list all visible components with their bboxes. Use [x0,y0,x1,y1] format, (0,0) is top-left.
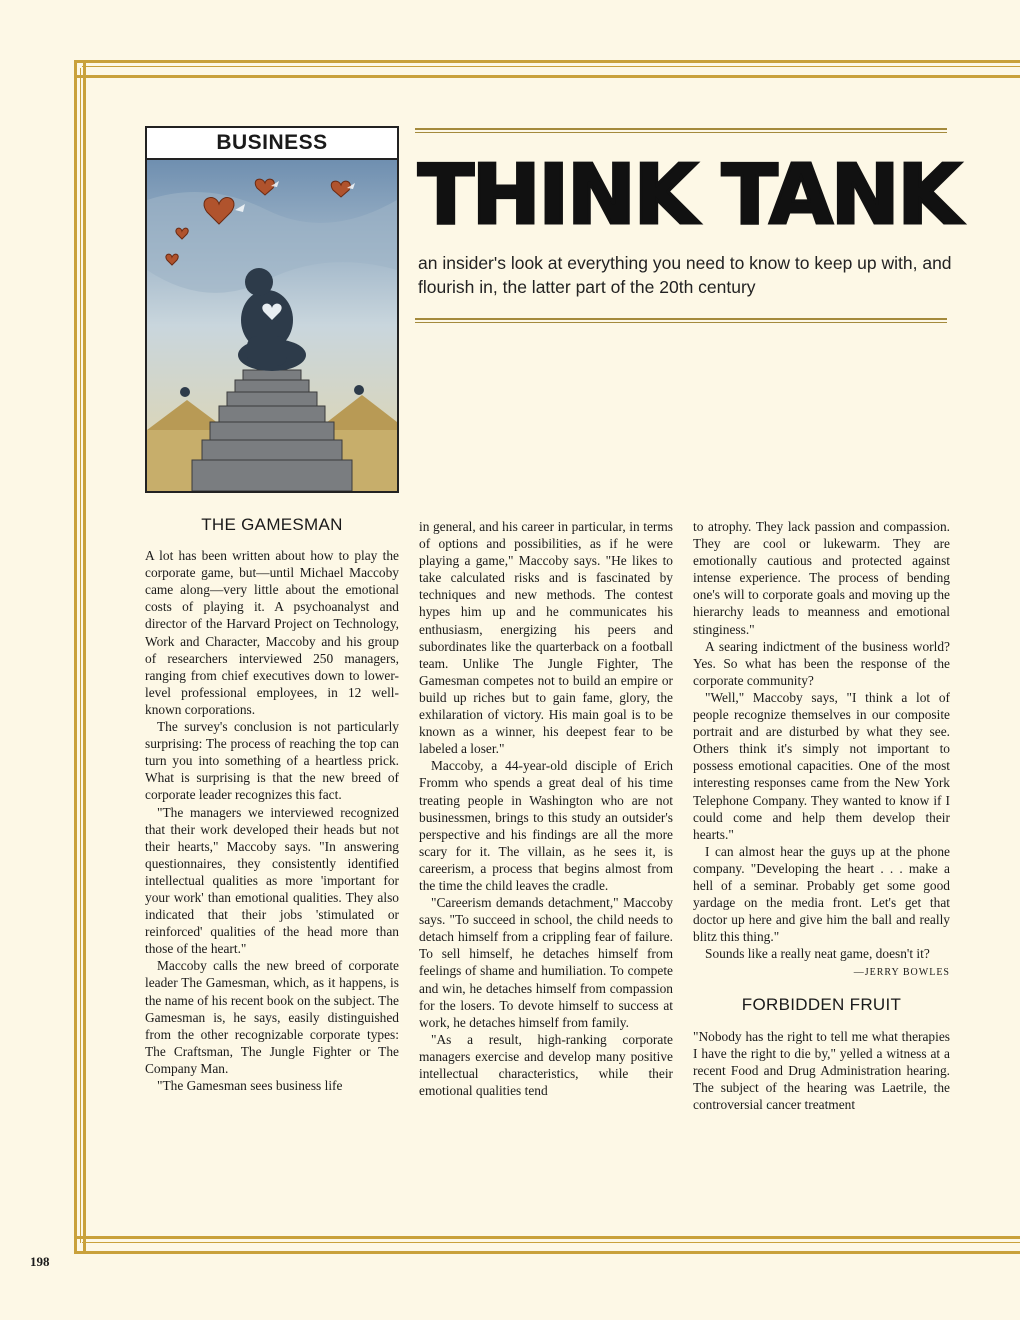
paragraph: A lot has been written about how to play the corporate game, but—until Michael Maccoby came along—very little about the emotional costs of playing it. A psychoanalyst and director of the Harvard Project on Technology, Work and Character, Maccoby and his group of researchers interviewed 250 managers, ranging from chief executives down to lower-level professional employees, in 12 well-known corporations. [145,548,399,717]
byline: —JERRY BOWLES [853,967,950,979]
column-1 [145,516,399,1094]
column-2 [419,518,673,1099]
paragraph: "The managers we interviewed recognized that their work developed their heads but not their hearts," Maccoby says. "In answering questionnaires, they consistently identified intellectual qualities as more 'important for your work' than emotional qualities. They also indicated that their jobs 'stimulated or reinforced' qualities of the head more than those of the heart." [145,804,399,957]
top-rule [415,128,947,130]
paragraph: "Careerism demands detachment," Maccoby says. "To succeed in school, the child needs to detach himself from a crippling fear of failure. To sell himself, he detaches himself from feelings of shame and humiliation. To compete and win, he detaches himself from compassion for the losers. To devote himself to success at work, he detaches himself from family. [419,895,673,1030]
section-label: BUSINESS [147,128,397,160]
bottom-rule [415,318,947,320]
paragraph [693,945,950,979]
paragraph: to atrophy. They lack passion and compassion. They are cool or lukewarm. They are emotionally cautious and protected against intense experience. The process of bending one's will to corporate goals and moving up the hierarchy leads to meanness and emotional stinginess." [693,519,950,637]
article-title: THE GAMESMAN [201,515,343,534]
article-title-2: FORBIDDEN FRUIT [741,995,902,1015]
paragraph: A searing indictment of the business world? Yes. So what has been the response of the corporate community? [693,638,950,688]
gold-border-left [74,60,86,1251]
business-illustration-box [145,126,399,493]
paragraph: The survey's conclusion is not particularly surprising: The process of reaching the top can turn you into something of a heartless prick. What is surprising is that the new breed of corporate leader recognizes this fact. [145,719,399,803]
page-number: 198 [30,1254,50,1269]
paragraph: I can almost hear the guys up at the phone company. "Developing the heart . . . make a hell of a seminar. Probably get some good yardage on the media front. Let's get that doctor up here and give him the ball and really blitz this thing." [693,843,950,945]
paragraph: "As a result, high-ranking corporate managers exercise and develop many positive intellectual characteristics, while their emotional qualities tend [419,1031,673,1099]
gamesman-illustration [147,160,397,491]
paragraph: "The Gamesman sees business life [157,1078,343,1093]
gold-border-bottom [74,1236,1020,1254]
column-3 [693,518,950,1113]
closing-line: Sounds like a really neat game, doesn't it? [705,946,930,962]
headline: THINK TANK [418,148,959,243]
paragraph: in general, and his career in particular, in terms of options and possibilities, as if he were playing a game," Maccoby says. "He likes to take calculated risks and is fascinated by techniques and new methods. The contest hypes him up and he communicates his enthusiasm, energizing his peers and subordinates like the quarterback on a football team. Unlike The Jungle Fighter, The Gamesman competes not to build an empire or build up riches but to gain fame, glory, the exhilaration of victory. His main goal is to be known as a winner, his deepest fear to be labeled a loser." [419,519,673,757]
paragraph: Maccoby, a 44-year-old disciple of Erich Fromm who spends a great deal of his time treating people in Washington who are not businessmen, brings to this study an outsider's perspective and his findings are all the more scary for it. The villain, as he sees it, is careerism, a process that begins almost from the time the child leaves the cradle. [419,758,673,893]
paragraph: Maccoby calls the new breed of corporate leader The Gamesman, which, as it happens, is the name of his recent book on the subject. The Gamesman is, he says, easily distinguished from the other recognizable corporate types: The Craftsman, The Jungle Fighter or The Company Man. [145,958,399,1076]
gold-border-top [74,60,1020,78]
dek: an insider's look at everything you need to know to keep up with, and flourish in, the latter part of the 20th century [418,253,952,297]
paragraph: "Nobody has the right to tell me what therapies I have the right to die by," yelled a witness at a recent Food and Drug Administration hearing. The subject of the hearing was Laetrile, the controversial cancer treatment [693,1028,950,1112]
paragraph: "Well," Maccoby says, "I think a lot of people recognize themselves in our composite portrait and are disturbed by what they see. Others think it's simply not important to possess emotional capacities. One of the most interesting responses came from the New York Telephone Company. They wanted to know if I could come and help them develop their hearts." [693,689,950,842]
